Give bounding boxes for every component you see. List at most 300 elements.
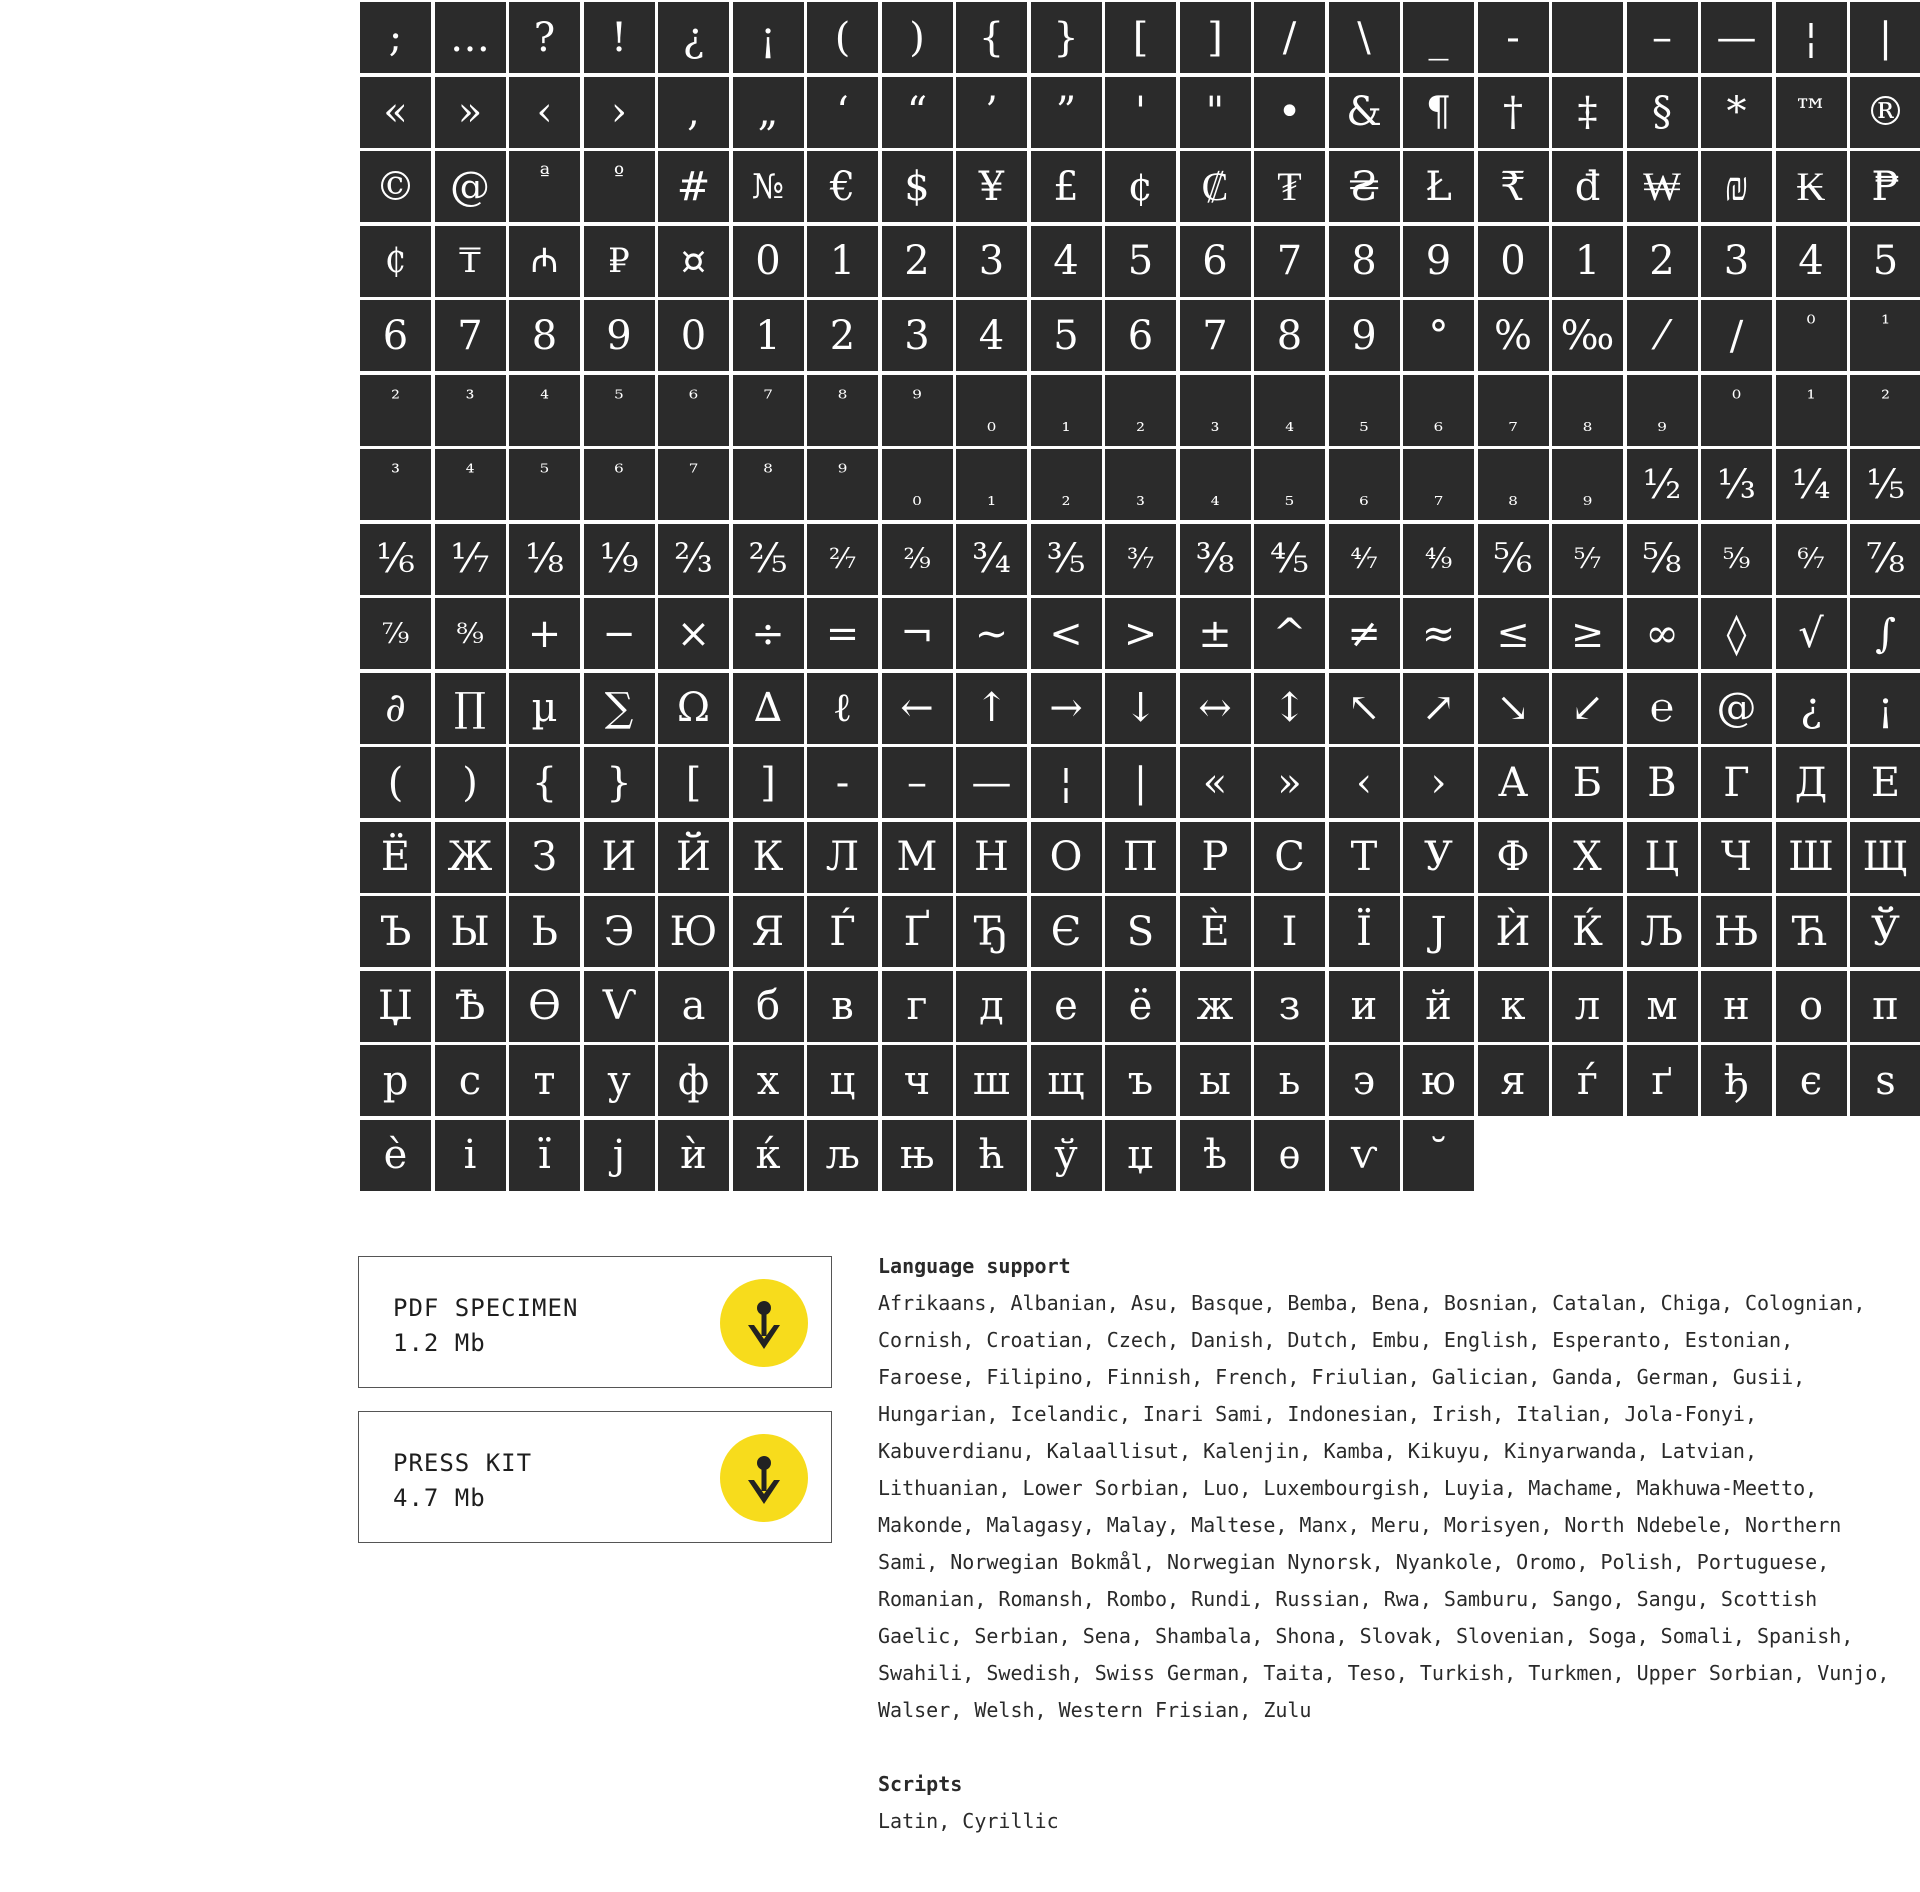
glyph-cell[interactable]: ј: [584, 1120, 655, 1191]
glyph-cell[interactable]: —: [1701, 2, 1772, 73]
glyph-cell[interactable]: ℓ: [807, 673, 878, 744]
glyph-cell[interactable]: ∑: [584, 673, 655, 744]
glyph-cell[interactable]: ½: [1627, 449, 1698, 520]
glyph-cell[interactable]: ⁶: [584, 449, 655, 520]
glyph-cell[interactable]: Б: [1552, 747, 1623, 818]
download-button[interactable]: [720, 1434, 808, 1522]
glyph-cell[interactable]: ₅: [1254, 449, 1325, 520]
glyph-cell[interactable]: {: [509, 747, 580, 818]
glyph-cell[interactable]: ': [1105, 77, 1176, 148]
glyph-cell[interactable]: ™: [1776, 77, 1847, 148]
glyph-cell[interactable]: »: [1254, 747, 1325, 818]
glyph-cell[interactable]: ±: [1180, 598, 1251, 669]
glyph-cell[interactable]: (: [360, 747, 431, 818]
glyph-cell[interactable]: µ: [509, 673, 580, 744]
glyph-cell[interactable]: ª: [509, 151, 580, 222]
glyph-cell[interactable]: ф: [658, 1045, 729, 1116]
glyph-cell[interactable]: 7: [1180, 300, 1251, 371]
glyph-cell[interactable]: 8: [509, 300, 580, 371]
glyph-cell[interactable]: Ѐ: [1180, 896, 1251, 967]
glyph-cell[interactable]: Т: [1329, 822, 1400, 893]
glyph-cell[interactable]: Ј: [1403, 896, 1474, 967]
glyph-cell[interactable]: 5: [1031, 300, 1102, 371]
glyph-cell[interactable]: †: [1478, 77, 1549, 148]
glyph-cell[interactable]: Ю: [658, 896, 729, 967]
glyph-cell[interactable]: з: [1254, 971, 1325, 1042]
glyph-cell[interactable]: Р: [1180, 822, 1251, 893]
glyph-cell[interactable]: °: [1403, 300, 1474, 371]
glyph-cell[interactable]: *: [1701, 77, 1772, 148]
glyph-cell[interactable]: ѕ: [1850, 1045, 1920, 1116]
glyph-cell[interactable]: р: [360, 1045, 431, 1116]
glyph-cell[interactable]: ⁵⁄₇: [1552, 524, 1623, 595]
glyph-cell[interactable]: Ы: [435, 896, 506, 967]
glyph-cell[interactable]: ђ: [1701, 1045, 1772, 1116]
glyph-cell[interactable]: Й: [658, 822, 729, 893]
glyph-cell[interactable]: ¿: [1776, 673, 1847, 744]
glyph-cell[interactable]: 5: [1850, 226, 1920, 297]
glyph-cell[interactable]: я: [1478, 1045, 1549, 1116]
glyph-cell[interactable]: ₄: [1180, 449, 1251, 520]
glyph-cell[interactable]: 4: [1031, 226, 1102, 297]
glyph-cell[interactable]: ": [1180, 77, 1251, 148]
glyph-cell[interactable]: ⁵⁄₉: [1701, 524, 1772, 595]
glyph-cell[interactable]: у: [584, 1045, 655, 1116]
glyph-cell[interactable]: –: [1627, 2, 1698, 73]
glyph-cell[interactable]: @: [435, 151, 506, 222]
glyph-cell[interactable]: ₡: [1180, 151, 1251, 222]
glyph-cell[interactable]: и: [1329, 971, 1400, 1042]
glyph-cell[interactable]: 5: [1105, 226, 1176, 297]
glyph-cell[interactable]: ©: [360, 151, 431, 222]
glyph-cell[interactable]: ѣ: [1180, 1120, 1251, 1191]
glyph-cell[interactable]: ∞: [1627, 598, 1698, 669]
glyph-cell[interactable]: -: [1478, 2, 1549, 73]
glyph-cell[interactable]: đ: [1552, 151, 1623, 222]
glyph-cell[interactable]: ѓ: [1552, 1045, 1623, 1116]
glyph-cell[interactable]: ›: [584, 77, 655, 148]
glyph-cell[interactable]: «: [360, 77, 431, 148]
glyph-cell[interactable]: [: [658, 747, 729, 818]
glyph-cell[interactable]: э: [1329, 1045, 1400, 1116]
glyph-cell[interactable]: ¬: [882, 598, 953, 669]
glyph-cell[interactable]: 8: [1254, 300, 1325, 371]
glyph-cell[interactable]: [: [1105, 2, 1176, 73]
glyph-cell[interactable]: ³⁄₇: [1105, 524, 1176, 595]
glyph-cell[interactable]: ₆: [1329, 449, 1400, 520]
glyph-cell[interactable]: ⅓: [1701, 449, 1772, 520]
glyph-cell[interactable]: ◊: [1701, 598, 1772, 669]
glyph-cell[interactable]: 1: [1552, 226, 1623, 297]
glyph-cell[interactable]: Ѕ: [1105, 896, 1176, 967]
glyph-cell[interactable]: З: [509, 822, 580, 893]
glyph-cell[interactable]: −: [584, 598, 655, 669]
glyph-cell[interactable]: ї: [509, 1120, 580, 1191]
glyph-cell[interactable]: 0: [1478, 226, 1549, 297]
glyph-cell[interactable]: ¦: [1031, 747, 1102, 818]
glyph-cell[interactable]: ³: [360, 449, 431, 520]
glyph-cell[interactable]: ⁴⁄₉: [1403, 524, 1474, 595]
glyph-cell[interactable]: ²⁄₇: [807, 524, 878, 595]
glyph-cell[interactable]: Ѓ: [807, 896, 878, 967]
glyph-cell[interactable]: _: [1403, 2, 1474, 73]
glyph-cell[interactable]: ⁹: [882, 375, 953, 446]
glyph-cell[interactable]: ⅝: [1627, 524, 1698, 595]
glyph-cell[interactable]: ~: [956, 598, 1027, 669]
glyph-cell[interactable]: #: [658, 151, 729, 222]
glyph-cell[interactable]: Ѳ: [509, 971, 580, 1042]
glyph-cell[interactable]: Ш: [1776, 822, 1847, 893]
glyph-cell[interactable]: ¹: [1776, 375, 1847, 446]
glyph-cell[interactable]: ₈: [1478, 449, 1549, 520]
glyph-cell[interactable]: +: [509, 598, 580, 669]
glyph-cell[interactable]: Ґ: [882, 896, 953, 967]
glyph-cell[interactable]: ⁰: [1701, 375, 1772, 446]
glyph-cell[interactable]: }: [584, 747, 655, 818]
glyph-cell[interactable]: Ћ: [1776, 896, 1847, 967]
glyph-cell[interactable]: ?: [509, 2, 580, 73]
glyph-cell[interactable]: $: [882, 151, 953, 222]
glyph-cell[interactable]: √: [1776, 598, 1847, 669]
glyph-cell[interactable]: 9: [1403, 226, 1474, 297]
glyph-cell[interactable]: Л: [807, 822, 878, 893]
glyph-cell[interactable]: й: [1403, 971, 1474, 1042]
glyph-cell[interactable]: 7: [435, 300, 506, 371]
glyph-cell[interactable]: щ: [1031, 1045, 1102, 1116]
glyph-cell[interactable]: ₁: [1031, 375, 1102, 446]
glyph-cell[interactable]: 9: [1329, 300, 1400, 371]
glyph-cell[interactable]: 0: [733, 226, 804, 297]
glyph-cell[interactable]: ↘: [1478, 673, 1549, 744]
glyph-cell[interactable]: Ђ: [956, 896, 1027, 967]
glyph-cell[interactable]: <: [1031, 598, 1102, 669]
glyph-cell[interactable]: ¹: [1850, 300, 1920, 371]
glyph-cell[interactable]: ъ: [1105, 1045, 1176, 1116]
glyph-cell[interactable]: ]: [1180, 2, 1251, 73]
glyph-cell[interactable]: ²: [360, 375, 431, 446]
glyph-cell[interactable]: &: [1329, 77, 1400, 148]
glyph-cell[interactable]: џ: [1105, 1120, 1176, 1191]
glyph-cell[interactable]: ₃: [1105, 449, 1176, 520]
glyph-cell[interactable]: г: [882, 971, 953, 1042]
glyph-cell[interactable]: ⅔: [658, 524, 729, 595]
glyph-cell[interactable]: ₈: [1552, 375, 1623, 446]
glyph-cell[interactable]: С: [1254, 822, 1325, 893]
glyph-cell[interactable]: €: [807, 151, 878, 222]
download-button[interactable]: [720, 1279, 808, 1367]
glyph-cell[interactable]: В: [1627, 747, 1698, 818]
glyph-cell[interactable]: ₁: [956, 449, 1027, 520]
glyph-cell[interactable]: ⁰: [1776, 300, 1847, 371]
glyph-cell[interactable]: ⅘: [1254, 524, 1325, 595]
glyph-cell[interactable]: 2: [882, 226, 953, 297]
glyph-cell[interactable]: ⁴⁄₇: [1329, 524, 1400, 595]
glyph-cell[interactable]: ₸: [435, 226, 506, 297]
glyph-cell[interactable]: ↖: [1329, 673, 1400, 744]
glyph-cell[interactable]: Ё: [360, 822, 431, 893]
glyph-cell[interactable]: £: [1031, 151, 1102, 222]
glyph-cell[interactable]: ¥: [956, 151, 1027, 222]
glyph-cell[interactable]: ≥: [1552, 598, 1623, 669]
glyph-cell[interactable]: (: [807, 2, 878, 73]
glyph-cell[interactable]: ¦: [1776, 2, 1847, 73]
glyph-cell[interactable]: ч: [882, 1045, 953, 1116]
glyph-cell[interactable]: Ѣ: [435, 971, 506, 1042]
glyph-cell[interactable]: ¿: [658, 2, 729, 73]
glyph-cell[interactable]: ‘: [807, 77, 878, 148]
glyph-cell[interactable]: –: [882, 747, 953, 818]
glyph-cell[interactable]: ⁸⁄₉: [435, 598, 506, 669]
glyph-cell[interactable]: ₂: [1031, 449, 1102, 520]
glyph-cell[interactable]: ]: [733, 747, 804, 818]
glyph-cell[interactable]: @: [1701, 673, 1772, 744]
glyph-cell[interactable]: б: [733, 971, 804, 1042]
glyph-cell[interactable]: 4: [1776, 226, 1847, 297]
glyph-cell[interactable]: ы: [1180, 1045, 1251, 1116]
glyph-cell[interactable]: ³: [435, 375, 506, 446]
glyph-cell[interactable]: “: [882, 77, 953, 148]
glyph-cell[interactable]: д: [956, 971, 1027, 1042]
glyph-cell[interactable]: ⁄: [1627, 300, 1698, 371]
glyph-cell[interactable]: |: [1850, 2, 1920, 73]
glyph-cell[interactable]: /: [1254, 2, 1325, 73]
glyph-cell[interactable]: -: [807, 747, 878, 818]
glyph-cell[interactable]: [1552, 2, 1623, 73]
glyph-cell[interactable]: ∂: [360, 673, 431, 744]
glyph-cell[interactable]: 6: [1180, 226, 1251, 297]
glyph-cell[interactable]: ⅜: [1180, 524, 1251, 595]
glyph-cell[interactable]: Ц: [1627, 822, 1698, 893]
glyph-cell[interactable]: љ: [807, 1120, 878, 1191]
glyph-cell[interactable]: «: [1180, 747, 1251, 818]
glyph-cell[interactable]: ⅕: [1850, 449, 1920, 520]
glyph-cell[interactable]: ↔: [1180, 673, 1251, 744]
glyph-cell[interactable]: 6: [1105, 300, 1176, 371]
glyph-cell[interactable]: •: [1254, 77, 1325, 148]
press-kit-download[interactable]: [358, 1411, 832, 1543]
glyph-cell[interactable]: ®: [1850, 77, 1920, 148]
glyph-cell[interactable]: ↗: [1403, 673, 1474, 744]
glyph-cell[interactable]: ˘: [1403, 1120, 1474, 1191]
glyph-cell[interactable]: ∫: [1850, 598, 1920, 669]
glyph-cell[interactable]: ⁸: [807, 375, 878, 446]
glyph-cell[interactable]: ‹: [509, 77, 580, 148]
glyph-cell[interactable]: º: [584, 151, 655, 222]
glyph-cell[interactable]: ⁹: [807, 449, 878, 520]
glyph-cell[interactable]: І: [1254, 896, 1325, 967]
glyph-cell[interactable]: ²⁄₉: [882, 524, 953, 595]
glyph-cell[interactable]: е: [1031, 971, 1102, 1042]
glyph-cell[interactable]: с: [435, 1045, 506, 1116]
glyph-cell[interactable]: ж: [1180, 971, 1251, 1042]
glyph-cell[interactable]: ¶: [1403, 77, 1474, 148]
glyph-cell[interactable]: ₴: [1329, 151, 1400, 222]
glyph-cell[interactable]: И: [584, 822, 655, 893]
glyph-cell[interactable]: 1: [807, 226, 878, 297]
glyph-cell[interactable]: Э: [584, 896, 655, 967]
glyph-cell[interactable]: ₩: [1627, 151, 1698, 222]
glyph-cell[interactable]: к: [1478, 971, 1549, 1042]
glyph-cell[interactable]: 2: [1627, 226, 1698, 297]
glyph-cell[interactable]: ѝ: [658, 1120, 729, 1191]
glyph-cell[interactable]: ₅: [1329, 375, 1400, 446]
glyph-cell[interactable]: ₭: [1776, 151, 1847, 222]
glyph-cell[interactable]: 7: [1254, 226, 1325, 297]
glyph-cell[interactable]: ¤: [658, 226, 729, 297]
glyph-cell[interactable]: ←: [882, 673, 953, 744]
glyph-cell[interactable]: =: [807, 598, 878, 669]
glyph-cell[interactable]: ш: [956, 1045, 1027, 1116]
glyph-cell[interactable]: ⁷: [658, 449, 729, 520]
glyph-cell[interactable]: ѵ: [1329, 1120, 1400, 1191]
glyph-cell[interactable]: 3: [882, 300, 953, 371]
glyph-cell[interactable]: Є: [1031, 896, 1102, 967]
glyph-cell[interactable]: →: [1031, 673, 1102, 744]
glyph-cell[interactable]: ⅖: [733, 524, 804, 595]
glyph-cell[interactable]: ⅛: [509, 524, 580, 595]
glyph-cell[interactable]: …: [435, 2, 506, 73]
glyph-cell[interactable]: ⅑: [584, 524, 655, 595]
glyph-cell[interactable]: ^: [1254, 598, 1325, 669]
glyph-cell[interactable]: Ł: [1403, 151, 1474, 222]
glyph-cell[interactable]: ≈: [1403, 598, 1474, 669]
glyph-cell[interactable]: ₱: [1850, 151, 1920, 222]
glyph-cell[interactable]: ”: [1031, 77, 1102, 148]
glyph-cell[interactable]: Щ: [1850, 822, 1920, 893]
glyph-cell[interactable]: >: [1105, 598, 1176, 669]
glyph-cell[interactable]: 9: [584, 300, 655, 371]
glyph-cell[interactable]: ⁶⁄₇: [1776, 524, 1847, 595]
glyph-cell[interactable]: Ѵ: [584, 971, 655, 1042]
glyph-cell[interactable]: л: [1552, 971, 1623, 1042]
glyph-cell[interactable]: 3: [956, 226, 1027, 297]
glyph-cell[interactable]: ₪: [1701, 151, 1772, 222]
glyph-cell[interactable]: м: [1627, 971, 1698, 1042]
glyph-cell[interactable]: ₽: [584, 226, 655, 297]
glyph-cell[interactable]: Ф: [1478, 822, 1549, 893]
glyph-cell[interactable]: ґ: [1627, 1045, 1698, 1116]
glyph-cell[interactable]: т: [509, 1045, 580, 1116]
glyph-cell[interactable]: ц: [807, 1045, 878, 1116]
glyph-cell[interactable]: ю: [1403, 1045, 1474, 1116]
glyph-cell[interactable]: ⅚: [1478, 524, 1549, 595]
glyph-cell[interactable]: \: [1329, 2, 1400, 73]
glyph-cell[interactable]: ₹: [1478, 151, 1549, 222]
glyph-cell[interactable]: ;: [360, 2, 431, 73]
glyph-cell[interactable]: ): [435, 747, 506, 818]
glyph-cell[interactable]: ё: [1105, 971, 1176, 1042]
glyph-cell[interactable]: ⁷⁄₉: [360, 598, 431, 669]
glyph-cell[interactable]: н: [1701, 971, 1772, 1042]
glyph-cell[interactable]: ’: [956, 77, 1027, 148]
glyph-cell[interactable]: ќ: [733, 1120, 804, 1191]
glyph-cell[interactable]: 3: [1701, 226, 1772, 297]
glyph-cell[interactable]: ⅗: [1031, 524, 1102, 595]
glyph-cell[interactable]: ↑: [956, 673, 1027, 744]
glyph-cell[interactable]: ⅙: [360, 524, 431, 595]
glyph-cell[interactable]: ₵: [360, 226, 431, 297]
glyph-cell[interactable]: О: [1031, 822, 1102, 893]
glyph-cell[interactable]: ₆: [1403, 375, 1474, 446]
glyph-cell[interactable]: њ: [882, 1120, 953, 1191]
glyph-cell[interactable]: 4: [956, 300, 1027, 371]
pdf-specimen-download[interactable]: [358, 1256, 832, 1388]
glyph-cell[interactable]: Н: [956, 822, 1027, 893]
glyph-cell[interactable]: ≤: [1478, 598, 1549, 669]
glyph-cell[interactable]: є: [1776, 1045, 1847, 1116]
glyph-cell[interactable]: Ў: [1850, 896, 1920, 967]
glyph-cell[interactable]: Ѝ: [1478, 896, 1549, 967]
glyph-cell[interactable]: і: [435, 1120, 506, 1191]
glyph-cell[interactable]: ÷: [733, 598, 804, 669]
glyph-cell[interactable]: ь: [1254, 1045, 1325, 1116]
glyph-cell[interactable]: А: [1478, 747, 1549, 818]
glyph-cell[interactable]: Ω: [658, 673, 729, 744]
glyph-cell[interactable]: ≠: [1329, 598, 1400, 669]
glyph-cell[interactable]: ⁸: [733, 449, 804, 520]
glyph-cell[interactable]: ∏: [435, 673, 506, 744]
glyph-cell[interactable]: ¢: [1105, 151, 1176, 222]
glyph-cell[interactable]: %: [1478, 300, 1549, 371]
glyph-cell[interactable]: ⁶: [658, 375, 729, 446]
glyph-cell[interactable]: Џ: [360, 971, 431, 1042]
glyph-cell[interactable]: Ъ: [360, 896, 431, 967]
glyph-cell[interactable]: |: [1105, 747, 1176, 818]
glyph-cell[interactable]: ∕: [1701, 300, 1772, 371]
glyph-cell[interactable]: —: [956, 747, 1027, 818]
glyph-cell[interactable]: а: [658, 971, 729, 1042]
glyph-cell[interactable]: Я: [733, 896, 804, 967]
glyph-cell[interactable]: Х: [1552, 822, 1623, 893]
glyph-cell[interactable]: ₀: [882, 449, 953, 520]
glyph-cell[interactable]: ↙: [1552, 673, 1623, 744]
glyph-cell[interactable]: ѐ: [360, 1120, 431, 1191]
glyph-cell[interactable]: ⁵: [509, 449, 580, 520]
glyph-cell[interactable]: ›: [1403, 747, 1474, 818]
glyph-cell[interactable]: П: [1105, 822, 1176, 893]
glyph-cell[interactable]: ћ: [956, 1120, 1027, 1191]
glyph-cell[interactable]: ²: [1850, 375, 1920, 446]
glyph-cell[interactable]: Ї: [1329, 896, 1400, 967]
glyph-cell[interactable]: ѳ: [1254, 1120, 1325, 1191]
glyph-cell[interactable]: Ж: [435, 822, 506, 893]
glyph-cell[interactable]: Ќ: [1552, 896, 1623, 967]
glyph-cell[interactable]: К: [733, 822, 804, 893]
glyph-cell[interactable]: {: [956, 2, 1027, 73]
glyph-cell[interactable]: !: [584, 2, 655, 73]
glyph-cell[interactable]: ⁴: [509, 375, 580, 446]
glyph-cell[interactable]: ₮: [1254, 151, 1325, 222]
glyph-cell[interactable]: ₉: [1552, 449, 1623, 520]
glyph-cell[interactable]: У: [1403, 822, 1474, 893]
glyph-cell[interactable]: ¾: [956, 524, 1027, 595]
glyph-cell[interactable]: ₂: [1105, 375, 1176, 446]
glyph-cell[interactable]: ₇: [1478, 375, 1549, 446]
glyph-cell[interactable]: п: [1850, 971, 1920, 1042]
glyph-cell[interactable]: „: [733, 77, 804, 148]
glyph-cell[interactable]: 6: [360, 300, 431, 371]
glyph-cell[interactable]: ‰: [1552, 300, 1623, 371]
glyph-cell[interactable]: ₉: [1627, 375, 1698, 446]
glyph-cell[interactable]: ∆: [733, 673, 804, 744]
glyph-cell[interactable]: ↕: [1254, 673, 1325, 744]
glyph-cell[interactable]: х: [733, 1045, 804, 1116]
glyph-cell[interactable]: ₼: [509, 226, 580, 297]
glyph-cell[interactable]: ): [882, 2, 953, 73]
glyph-cell[interactable]: »: [435, 77, 506, 148]
glyph-cell[interactable]: М: [882, 822, 953, 893]
glyph-cell[interactable]: 2: [807, 300, 878, 371]
